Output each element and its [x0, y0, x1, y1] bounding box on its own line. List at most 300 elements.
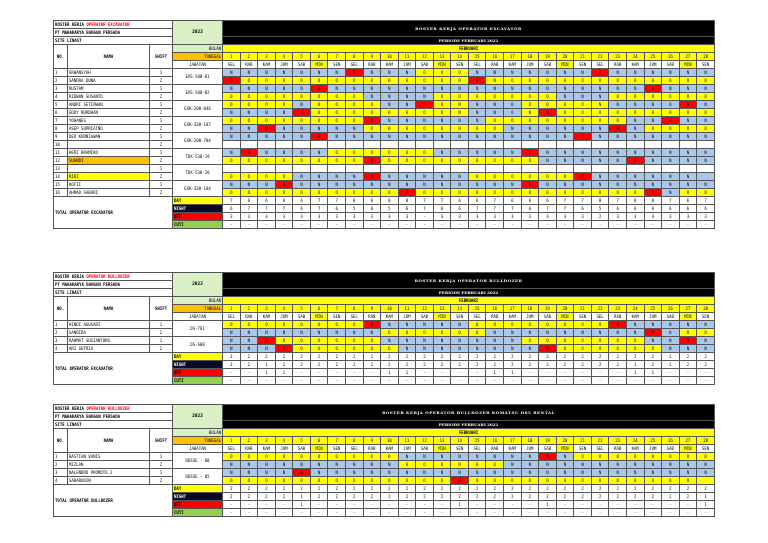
shift-cell: O [556, 77, 574, 85]
legend-value: - [328, 221, 346, 229]
shift-cell: N [679, 173, 697, 181]
shift-cell: N [328, 85, 346, 93]
shift-cell [258, 165, 276, 173]
legend-value: 2 [275, 485, 293, 493]
legend-value: - [521, 369, 539, 377]
day-cell: SAB [539, 445, 557, 453]
shift-cell: N [679, 321, 697, 329]
date-cell: 28 [697, 305, 715, 313]
date-cell: 28 [697, 53, 715, 61]
shift-cell: O [223, 477, 241, 485]
shift-cell: O [697, 109, 715, 117]
shift-cell [345, 141, 363, 149]
legend-value: 1 [381, 369, 399, 377]
legend-value: - [416, 377, 434, 385]
shift-cell: O [433, 69, 451, 77]
operator-row [54, 125, 715, 133]
shift-cell: O [223, 117, 241, 125]
shift-cell: N [609, 133, 627, 141]
day-cell: KAM [626, 61, 644, 69]
roster-title: ROSTER KERJA OPERATOR BULLDOZER KOMATSU D85 RENTAL [223, 405, 715, 421]
legend-value: 2 [223, 361, 241, 369]
shift-cell: O [416, 77, 434, 85]
shift-cell: N [416, 181, 434, 189]
shift-cell [381, 141, 399, 149]
day-cell: RAB [609, 313, 627, 321]
legend-value: 2 [345, 361, 363, 369]
day-cell: JUM [275, 61, 293, 69]
shift-cell: N [697, 101, 715, 109]
legend-value: 2 [363, 493, 381, 501]
legend-value: - [398, 509, 416, 517]
shift-cell: N [363, 461, 381, 469]
day-cell: SAB [539, 61, 557, 69]
operator-name: HINDI AGUSARI [68, 321, 150, 329]
roster-table [53, 272, 715, 385]
shift-cell: O [293, 157, 311, 165]
legend-value: 3 [539, 213, 557, 221]
shift-cell: N [521, 109, 539, 117]
shift-cell: O [223, 93, 241, 101]
legend-value: - [591, 501, 609, 509]
shift-cell: O [644, 109, 662, 117]
shift-cell: O [328, 345, 346, 353]
shift-cell: N [539, 157, 557, 165]
legend-value: - [451, 377, 469, 385]
date-cell: 27 [679, 305, 697, 313]
legend-value: 5 [591, 205, 609, 213]
shift-cell: N [416, 345, 434, 353]
shift-cell: O [521, 149, 539, 157]
shift-cell: N [626, 181, 644, 189]
shift-cell: O [539, 93, 557, 101]
day-cell: RAB [486, 61, 504, 69]
shift-cell: N [468, 109, 486, 117]
day-cell: KAM [381, 313, 399, 321]
shift-cell [697, 165, 715, 173]
shift-cell: O [644, 85, 662, 93]
shift-cell: N [486, 77, 504, 85]
shift-cell: O [433, 109, 451, 117]
operator-row [54, 477, 715, 485]
shift-cell: N [679, 181, 697, 189]
shift-cell: N [363, 85, 381, 93]
shift-cell: O [345, 149, 363, 157]
day-cell: SEN [328, 445, 346, 453]
shift-cell: O [275, 173, 293, 181]
shift-cell: N [275, 133, 293, 141]
unit-cell: EXK-330-187 [173, 117, 223, 133]
shift-cell: O [328, 77, 346, 85]
legend-value: - [310, 369, 328, 377]
operator-row [54, 141, 715, 149]
day-cell: SEL [468, 445, 486, 453]
shift-cell: O [240, 93, 258, 101]
operator-no: 5 [54, 101, 68, 109]
shift-cell [451, 141, 469, 149]
shift-cell: O [662, 125, 680, 133]
legend-value: 2 [591, 361, 609, 369]
operator-row [54, 85, 715, 93]
operator-no: 10 [54, 141, 68, 149]
shift-cell [662, 141, 680, 149]
legend-value: 8 [381, 197, 399, 205]
shift-cell: O [416, 69, 434, 77]
legend-value: 7 [609, 197, 627, 205]
day-cell: MIN [556, 61, 574, 69]
shift-cell: O [486, 117, 504, 125]
operator-no: 1 [54, 321, 68, 329]
shift-cell [240, 141, 258, 149]
shift-cell: O [416, 461, 434, 469]
shift-cell [609, 165, 627, 173]
shift-cell [310, 141, 328, 149]
shift-cell [468, 165, 486, 173]
shift-cell: O [468, 93, 486, 101]
shift-cell: O [345, 189, 363, 197]
shift-cell [539, 141, 557, 149]
shift-cell: N [451, 477, 469, 485]
legend-value: - [574, 221, 592, 229]
date-cell: 7 [328, 305, 346, 313]
operator-row [54, 173, 715, 181]
legend-value: - [293, 369, 311, 377]
shift-cell: O [363, 77, 381, 85]
shift-cell: N [223, 133, 241, 141]
date-cell: 19 [539, 437, 557, 445]
shift-cell: N [574, 125, 592, 133]
legend-key: OFF [173, 369, 223, 377]
legend-value: 2 [591, 485, 609, 493]
operator-shift: 2 [150, 173, 173, 181]
legend-value: 2 [486, 493, 504, 501]
legend-value: 2 [644, 485, 662, 493]
day-cell: SEN [697, 445, 715, 453]
legend-value: 3 [486, 213, 504, 221]
legend-value: - [275, 501, 293, 509]
company-label: ROSTER KERJA OPERATOR BULLDOZER [54, 405, 173, 413]
shift-cell: N [293, 461, 311, 469]
legend-value: 2 [574, 493, 592, 501]
operator-shift: 1 [150, 165, 173, 173]
date-cell: 9 [363, 305, 381, 313]
legend-value: - [223, 501, 241, 509]
legend-value: 7 [433, 197, 451, 205]
shift-cell: O [381, 157, 399, 165]
shift-cell: N [662, 189, 680, 197]
legend-value: 6 [451, 205, 469, 213]
legend-value: 3 [504, 213, 522, 221]
shift-cell: N [679, 461, 697, 469]
shift-cell [574, 141, 592, 149]
day-cell: SAB [416, 61, 434, 69]
shift-cell: O [310, 133, 328, 141]
shift-cell: N [539, 181, 557, 189]
legend-value: 3 [398, 213, 416, 221]
operator-no: 2 [54, 77, 68, 85]
shift-cell: N [363, 133, 381, 141]
shift-cell: N [644, 173, 662, 181]
day-cell: JUM [398, 445, 416, 453]
shift-cell: N [398, 181, 416, 189]
shift-cell: O [258, 77, 276, 85]
shift-cell: O [310, 101, 328, 109]
day-cell: RAB [363, 61, 381, 69]
legend-value: 2 [363, 353, 381, 361]
shift-cell: N [697, 461, 715, 469]
shift-cell: N [574, 69, 592, 77]
day-cell: SEL [591, 61, 609, 69]
legend-value: - [662, 369, 680, 377]
legend-value: - [328, 501, 346, 509]
operator-name: SABARUDIN [68, 477, 150, 485]
shift-cell: O [240, 101, 258, 109]
shift-cell: O [504, 173, 522, 181]
day-cell: RAB [486, 313, 504, 321]
shift-cell: N [486, 345, 504, 353]
legend-value: 1 [644, 369, 662, 377]
shift-cell: O [275, 321, 293, 329]
operator-shift: 1 [150, 453, 173, 461]
day-cell: MIN [433, 445, 451, 453]
date-cell: 15 [468, 437, 486, 445]
legend-value: 2 [626, 493, 644, 501]
bulan-label: BULAN [173, 429, 223, 437]
shift-cell: O [328, 477, 346, 485]
shift-cell [679, 141, 697, 149]
legend-value: 2 [381, 493, 399, 501]
shift-cell: O [398, 329, 416, 337]
day-cell: RAB [363, 445, 381, 453]
shift-cell: N [609, 329, 627, 337]
shift-cell: O [626, 345, 644, 353]
legend-value: 7 [662, 197, 680, 205]
shift-cell [223, 141, 241, 149]
legend-value: 1 [504, 369, 522, 377]
shift-cell [679, 165, 697, 173]
shift-cell: N [679, 469, 697, 477]
legend-value: 2 [468, 493, 486, 501]
legend-value: 2 [591, 213, 609, 221]
legend-value: 6 [363, 205, 381, 213]
legend-value: 2 [328, 485, 346, 493]
operator-shift: 1 [150, 85, 173, 93]
legend-value: - [398, 221, 416, 229]
legend-value: - [679, 501, 697, 509]
date-cell: 25 [644, 305, 662, 313]
legend-value: 8 [644, 197, 662, 205]
shift-cell [486, 165, 504, 173]
day-cell: SEN [574, 61, 592, 69]
shift-cell [433, 165, 451, 173]
shift-cell: N [328, 69, 346, 77]
legend-value: 2 [504, 485, 522, 493]
shift-cell: N [345, 329, 363, 337]
shift-cell: N [363, 93, 381, 101]
legend-value: 2 [240, 485, 258, 493]
shift-cell: N [240, 125, 258, 133]
shift-cell: N [275, 85, 293, 93]
operator-no: 16 [54, 189, 68, 197]
shift-cell: N [662, 85, 680, 93]
shift-cell: N [644, 321, 662, 329]
shift-cell: N [697, 469, 715, 477]
shift-cell: N [328, 329, 346, 337]
shift-cell: O [609, 77, 627, 85]
legend-value: 3 [310, 213, 328, 221]
legend-value: 2 [416, 361, 434, 369]
shift-cell: N [626, 173, 644, 181]
legend-value: 6 [293, 205, 311, 213]
shift-cell: O [310, 77, 328, 85]
day-cell: SAB [416, 445, 434, 453]
shift-cell [275, 141, 293, 149]
shift-cell: O [539, 345, 557, 353]
date-cell: 16 [486, 305, 504, 313]
legend-value: 2 [310, 353, 328, 361]
period-label: PERIODE FEBRUARI 2022 [223, 289, 715, 297]
unit-cell: EXS-500-02 [173, 85, 223, 101]
shift-cell: N [504, 85, 522, 93]
shift-cell: O [345, 321, 363, 329]
operator-name: ARI SUTRIA [68, 345, 150, 353]
operator-row [54, 321, 715, 329]
operator-shift: 1 [150, 133, 173, 141]
shift-cell: N [451, 453, 469, 461]
shift-cell: O [328, 321, 346, 329]
operator-name: RIKI [68, 173, 150, 181]
legend-value: 1 [293, 501, 311, 509]
shift-cell [363, 141, 381, 149]
legend-value: 2 [609, 353, 627, 361]
day-cell: MIN [679, 445, 697, 453]
shift-cell: O [486, 157, 504, 165]
shift-cell: O [363, 101, 381, 109]
date-cell: 6 [310, 437, 328, 445]
legend-value: 1 [626, 369, 644, 377]
shift-cell: O [486, 189, 504, 197]
operator-no: 1 [54, 453, 68, 461]
shift-cell: N [381, 85, 399, 93]
shift-cell: O [644, 477, 662, 485]
legend-value: 2 [504, 353, 522, 361]
shift-cell: O [609, 109, 627, 117]
shift-cell: N [275, 69, 293, 77]
date-cell: 17 [504, 305, 522, 313]
legend-value: 2 [556, 493, 574, 501]
operator-shift: 2 [150, 77, 173, 85]
shift-cell: N [240, 85, 258, 93]
shift-cell: O [240, 149, 258, 157]
operator-no: 14 [54, 173, 68, 181]
legend-value: 8 [626, 197, 644, 205]
shift-cell: O [504, 117, 522, 125]
shift-cell: O [258, 189, 276, 197]
date-cell: 12 [416, 437, 434, 445]
legend-value: - [662, 509, 680, 517]
shift-cell: O [398, 125, 416, 133]
shift-cell: O [433, 77, 451, 85]
shift-cell: N [591, 181, 609, 189]
shift-cell: N [486, 453, 504, 461]
legend-value: 1 [451, 501, 469, 509]
legend-value: - [328, 369, 346, 377]
legend-value: 2 [258, 493, 276, 501]
date-cell: 14 [451, 437, 469, 445]
shift-cell: N [398, 133, 416, 141]
shift-cell: O [521, 157, 539, 165]
legend-value: 1 [697, 501, 715, 509]
col-no-header: NO. [54, 297, 68, 321]
legend-value: - [591, 377, 609, 385]
shift-cell: N [258, 181, 276, 189]
date-cell: 21 [574, 305, 592, 313]
legend-value: 2 [662, 485, 680, 493]
operator-row [54, 469, 715, 477]
shift-cell: N [574, 149, 592, 157]
day-cell: SEN [451, 61, 469, 69]
shift-cell: O [293, 321, 311, 329]
date-cell: 3 [258, 53, 276, 61]
legend-value: 2 [697, 361, 715, 369]
shift-cell: N [451, 101, 469, 109]
shift-cell: N [451, 321, 469, 329]
legend-value: 3 [697, 213, 715, 221]
legend-value: - [433, 221, 451, 229]
legend-key: NIGHT [173, 493, 223, 501]
legend-key: CUTI [173, 377, 223, 385]
shift-cell: N [468, 469, 486, 477]
period-label: PERIODE FEBRUARI 2022 [223, 37, 715, 45]
shift-cell: O [451, 329, 469, 337]
shift-cell: O [258, 125, 276, 133]
legend-value: - [433, 369, 451, 377]
operator-name: SANDIRA [68, 329, 150, 337]
shift-cell: N [644, 469, 662, 477]
date-cell: 16 [486, 437, 504, 445]
legend-value: 2 [626, 353, 644, 361]
legend-value: 6 [574, 205, 592, 213]
shift-cell: N [697, 85, 715, 93]
shift-cell: O [416, 109, 434, 117]
shift-cell: O [591, 345, 609, 353]
legend-value: 2 [556, 485, 574, 493]
shift-cell: O [275, 117, 293, 125]
company-name: PT MAHAKARYA BANGUN PERSADA [54, 281, 173, 289]
shift-cell: N [240, 337, 258, 345]
day-cell: JUM [644, 445, 662, 453]
shift-cell: N [433, 173, 451, 181]
shift-cell: N [363, 69, 381, 77]
shift-cell: O [223, 321, 241, 329]
shift-cell: N [345, 181, 363, 189]
shift-cell: N [310, 69, 328, 77]
date-cell: 12 [416, 53, 434, 61]
shift-cell [258, 141, 276, 149]
shift-cell: N [223, 149, 241, 157]
shift-cell [591, 165, 609, 173]
legend-value: - [609, 221, 627, 229]
shift-cell: O [398, 461, 416, 469]
shift-cell: N [504, 345, 522, 353]
shift-cell: O [626, 337, 644, 345]
operator-row [54, 453, 715, 461]
shift-cell: N [662, 469, 680, 477]
legend-value: 2 [521, 353, 539, 361]
legend-value: - [486, 377, 504, 385]
shift-cell: O [574, 337, 592, 345]
legend-value: 2 [310, 493, 328, 501]
